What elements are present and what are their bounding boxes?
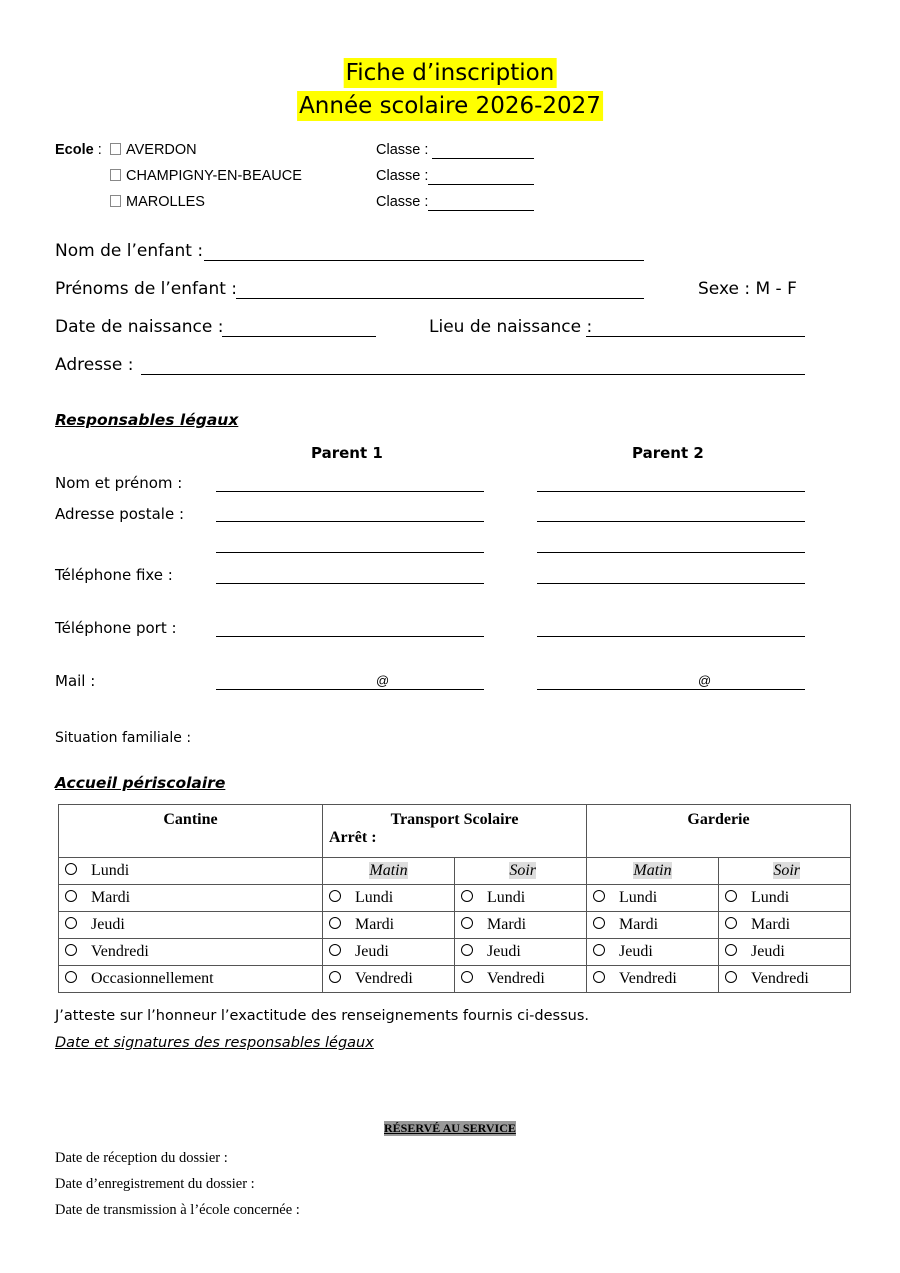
radio-icon[interactable] (593, 917, 605, 929)
signatures-label: Date et signatures des responsables légaux (55, 1035, 374, 1051)
radio-icon[interactable] (593, 944, 605, 956)
accueil-heading: Accueil périscolaire (55, 774, 226, 792)
parent1-tel-port-field[interactable] (216, 636, 484, 637)
garderie-matin-option[interactable]: Lundi (587, 885, 719, 912)
radio-icon[interactable] (461, 917, 473, 929)
radio-icon[interactable] (725, 971, 737, 983)
parent2-nom-field[interactable] (537, 491, 805, 492)
transmission-label: Date de transmission à l’école concernée : (55, 1202, 300, 1218)
lieu-naissance-field[interactable] (586, 336, 805, 337)
adresse-postale-label: Adresse postale : (55, 505, 185, 523)
radio-icon[interactable] (65, 863, 77, 875)
parent2-adresse-field-2[interactable] (537, 552, 805, 553)
cantine-option[interactable]: Mardi (59, 885, 323, 912)
school-label: MAROLLES (126, 194, 205, 210)
cantine-option[interactable]: Vendredi (59, 939, 323, 966)
periscolaire-table (58, 804, 851, 993)
school-label: CHAMPIGNY-EN-BEAUCE (126, 168, 302, 184)
parent1-tel-fixe-field[interactable] (216, 583, 484, 584)
parent2-mail-field[interactable] (537, 689, 805, 690)
cantine-option[interactable]: Occasionnellement (59, 966, 323, 993)
ecole-label: Ecole (55, 142, 94, 158)
date-naissance-label: Date de naissance : (55, 317, 224, 337)
sexe-label: Sexe : M - F (698, 279, 797, 299)
at-sign: @ (698, 673, 712, 688)
school-option-averdon[interactable] (108, 142, 197, 158)
prenoms-field[interactable] (236, 298, 644, 299)
cantine-option[interactable]: Jeudi (59, 912, 323, 939)
cantine-option[interactable]: Lundi (59, 858, 323, 885)
garderie-soir-label: Soir (773, 862, 800, 879)
parent1-adresse-field-2[interactable] (216, 552, 484, 553)
radio-icon[interactable] (461, 944, 473, 956)
classe-label: Classe : (376, 142, 429, 158)
transport-matin-option[interactable]: Jeudi (323, 939, 455, 966)
date-naissance-field[interactable] (222, 336, 376, 337)
garderie-matin-option[interactable]: Vendredi (587, 966, 719, 993)
mail-label: Mail : (55, 672, 96, 690)
checkbox[interactable] (110, 169, 121, 181)
transport-matin-option[interactable]: Mardi (323, 912, 455, 939)
parent2-tel-fixe-field[interactable] (537, 583, 805, 584)
radio-icon[interactable] (65, 971, 77, 983)
school-year: Année scolaire 2026-2027 (299, 93, 601, 119)
radio-icon[interactable] (329, 944, 341, 956)
classe-field[interactable] (428, 168, 534, 185)
transport-soir-option[interactable]: Jeudi (455, 939, 587, 966)
classe-label: Classe : (376, 168, 429, 184)
at-sign: @ (376, 673, 390, 688)
parent2-adresse-field[interactable] (537, 521, 805, 522)
situation-familiale-label: Situation familiale : (55, 730, 192, 746)
checkbox[interactable] (110, 143, 121, 155)
radio-icon[interactable] (593, 890, 605, 902)
transport-matin-option[interactable]: Vendredi (323, 966, 455, 993)
adresse-label: Adresse : (55, 355, 134, 375)
nom-field[interactable] (204, 260, 644, 261)
parent2-heading: Parent 2 (632, 444, 704, 462)
classe-field[interactable] (432, 142, 534, 159)
arret-label: Arrêt : (329, 829, 377, 846)
school-label: AVERDON (126, 142, 197, 158)
checkbox[interactable] (110, 195, 121, 207)
adresse-field[interactable] (141, 374, 805, 375)
garderie-soir-option[interactable]: Mardi (719, 912, 851, 939)
radio-icon[interactable] (725, 890, 737, 902)
parent1-adresse-field[interactable] (216, 521, 484, 522)
garderie-header: Garderie (587, 805, 851, 858)
transport-soir-option[interactable]: Lundi (455, 885, 587, 912)
responsables-heading: Responsables légaux (55, 411, 239, 429)
lieu-naissance-label: Lieu de naissance : (429, 317, 593, 337)
classe-field[interactable] (428, 194, 534, 211)
school-option-marolles[interactable] (108, 194, 205, 210)
parent1-heading: Parent 1 (311, 444, 383, 462)
garderie-matin-option[interactable]: Mardi (587, 912, 719, 939)
nom-prenom-label: Nom et prénom : (55, 474, 183, 492)
registration-form: Fiche d’inscription Année scolaire 2026-2027 Ecole : AVERDON CHAMPIGNY-EN-BEAUCE MAROLLES Classe : Classe : Classe : Nom de l’enfant : Prénoms de l’enfant : Sexe : M - F Date de naissance : Lieu de naissance : Adresse : Responsables légaux Parent 1 Parent 2 Nom et prénom : Adresse postale : Téléphone fixe : Téléphone port : Mail : @ @ Situation familiale : Accueil périscolaire Cantine Transport Scolaire Arrêt : Garderie Lundi Matin Soir Matin Soir Mardi Lundi Lundi Lundi Lundi Jeudi Mardi Mardi Mardi Mardi Vendredi Jeudi Jeudi Jeudi Jeudi Occasionnellement Vendredi Vendredi Vendredi Vendredi J’atteste sur l’honneur l’exactitude des renseignements fournis ci-dessus. Date et signatures des responsables légaux RÉSERVÉ AU SERVICE Date de réception du dossier : Date d’enregistrement du dossier : Date de transmission à l’école concernée : (0, 0, 900, 1273)
classe-label: Classe : (376, 194, 429, 210)
radio-icon[interactable] (725, 944, 737, 956)
radio-icon[interactable] (725, 917, 737, 929)
service-heading: RÉSERVÉ AU SERVICE (384, 1121, 516, 1135)
enregistrement-label: Date d’enregistrement du dossier : (55, 1176, 255, 1192)
radio-icon[interactable] (65, 944, 77, 956)
prenoms-label: Prénoms de l’enfant : (55, 279, 238, 299)
attestation-text: J’atteste sur l’honneur l’exactitude des renseignements fournis ci-dessus. (55, 1008, 589, 1024)
transport-matin-label: Matin (369, 862, 408, 879)
parent2-tel-port-field[interactable] (537, 636, 805, 637)
parent1-nom-field[interactable] (216, 491, 484, 492)
garderie-soir-option[interactable]: Vendredi (719, 966, 851, 993)
form-title: Fiche d’inscription (345, 60, 555, 86)
nom-label: Nom de l’enfant : (55, 241, 204, 261)
school-option-champigny[interactable] (108, 168, 302, 184)
transport-soir-option[interactable]: Vendredi (455, 966, 587, 993)
transport-matin-option[interactable]: Lundi (323, 885, 455, 912)
garderie-soir-option[interactable]: Lundi (719, 885, 851, 912)
radio-icon[interactable] (329, 971, 341, 983)
transport-soir-label: Soir (509, 862, 536, 879)
reception-label: Date de réception du dossier : (55, 1150, 228, 1166)
radio-icon[interactable] (461, 971, 473, 983)
cantine-header: Cantine (59, 805, 323, 858)
radio-icon[interactable] (329, 917, 341, 929)
transport-soir-option[interactable]: Mardi (455, 912, 587, 939)
radio-icon[interactable] (593, 971, 605, 983)
tel-port-label: Téléphone port : (55, 619, 177, 637)
transport-header: Transport Scolaire Arrêt : (323, 805, 587, 858)
parent1-mail-field[interactable] (216, 689, 484, 690)
garderie-matin-option[interactable]: Jeudi (587, 939, 719, 966)
radio-icon[interactable] (461, 890, 473, 902)
radio-icon[interactable] (65, 917, 77, 929)
radio-icon[interactable] (329, 890, 341, 902)
garderie-matin-label: Matin (633, 862, 672, 879)
radio-icon[interactable] (65, 890, 77, 902)
garderie-soir-option[interactable]: Jeudi (719, 939, 851, 966)
tel-fixe-label: Téléphone fixe : (55, 566, 173, 584)
